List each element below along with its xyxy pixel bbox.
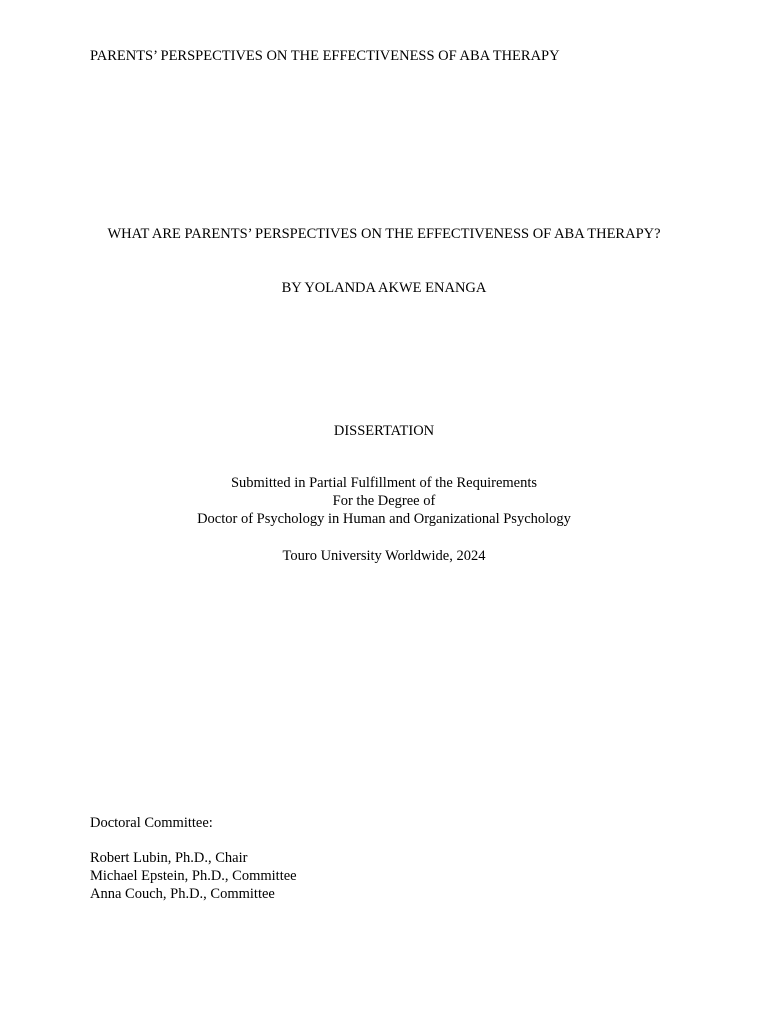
submission-line-2: For the Degree of [332,492,436,509]
committee-member: Anna Couch, Ph.D., Committee [90,885,275,902]
committee-member-chair: Robert Lubin, Ph.D., Chair [90,850,248,866]
submission-statement [0,475,768,528]
running-head: PARENTS’ PERSPECTIVES ON THE EFFECTIVENESS OF ABA THERAPY [90,48,560,64]
submission-line-1: Submitted in Partial Fulfillment of the Requirements [230,475,538,491]
institution-year: Touro University Worldwide, 2024 [282,548,486,564]
committee-heading: Doctoral Committee: [90,815,213,831]
committee-list [90,850,297,903]
author-line: BY YOLANDA AKWE ENANGA [281,280,487,296]
committee-member: Michael Epstein, Ph.D., Committee [90,867,297,884]
dissertation-title: WHAT ARE PARENTS’ PERSPECTIVES ON THE EFFECTIVENESS OF ABA THERAPY? [107,226,661,242]
submission-line-3: Doctor of Psychology in Human and Organizational Psychology [197,510,571,527]
document-type: DISSERTATION [333,423,435,439]
